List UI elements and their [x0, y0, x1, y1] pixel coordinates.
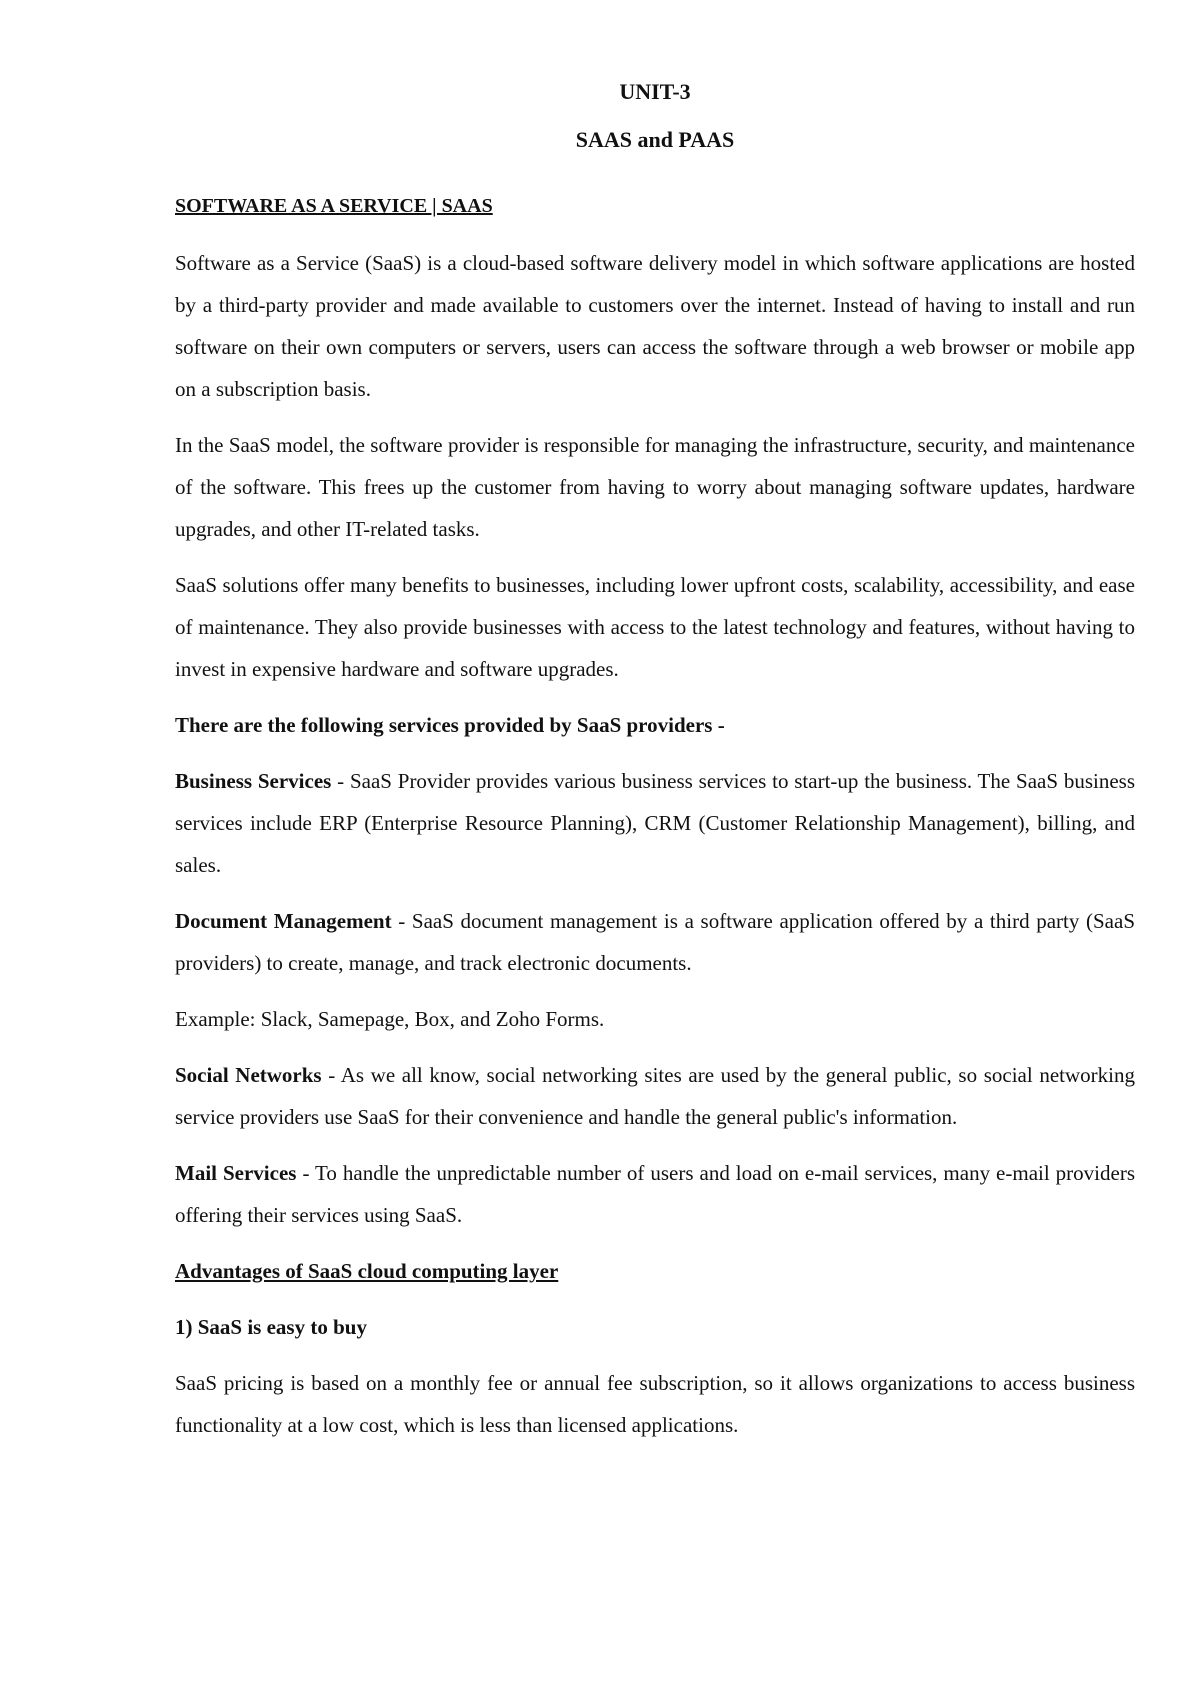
advantages-heading: Advantages of SaaS cloud computing layer	[175, 1259, 559, 1283]
document-content	[175, 72, 1135, 1446]
service-description: - To handle the unpredictable number of users and load on e-mail services, many e-mail providers offering their services using SaaS.	[175, 1161, 1135, 1227]
services-intro: There are the following services provided by SaaS providers -	[175, 713, 725, 737]
saas-intro-paragraph: Software as a Service (SaaS) is a cloud-based software delivery model in which software applications are hosted by a third-party provider and made available to customers over the internet. Instead of having to install and run software on their own computers or servers, users can access the software through a web browser or mobile app on a subscription basis.	[175, 251, 1135, 401]
unit-title: UNIT-3	[619, 79, 691, 104]
service-description: - SaaS Provider provides various business services to start-up the business. The SaaS business services include ERP (Enterprise Resource Planning), CRM (Customer Relationship Management), billing, and sales.	[175, 769, 1135, 877]
service-business	[175, 760, 1135, 886]
service-social-networks	[175, 1054, 1135, 1138]
service-mail	[175, 1152, 1135, 1236]
service-description: - SaaS document management is a software application offered by a third party (SaaS providers) to create, manage, and track electronic documents.	[175, 909, 1135, 975]
saas-benefits-paragraph: SaaS solutions offer many benefits to businesses, including lower upfront costs, scalability, accessibility, and ease of maintenance. They also provide businesses with access to the latest technology and features, without having to invest in expensive hardware and software upgrades.	[175, 573, 1135, 681]
advantage-1-text: SaaS pricing is based on a monthly fee or annual fee subscription, so it allows organizations to access business functionality at a low cost, which is less than licensed applications.	[175, 1371, 1135, 1437]
service-term: Social Networks	[175, 1063, 322, 1087]
service-document-management	[175, 900, 1135, 984]
service-description: - As we all know, social networking sites are used by the general public, so social networking service providers use SaaS for their convenience and handle the general public's information.	[175, 1063, 1135, 1129]
service-term: Mail Services	[175, 1161, 297, 1185]
advantage-1-title: 1) SaaS is easy to buy	[175, 1315, 367, 1339]
saas-model-paragraph: In the SaaS model, the software provider is responsible for managing the infrastructure, security, and maintenance of the software. This frees up the customer from having to worry about managing software updates, hardware upgrades, and other IT-related tasks.	[175, 433, 1135, 541]
service-term: Document Management	[175, 909, 392, 933]
example-line: Example: Slack, Samepage, Box, and Zoho Forms.	[175, 1007, 605, 1031]
service-term: Business Services	[175, 769, 332, 793]
saas-section-heading: SOFTWARE AS A SERVICE | SAAS	[175, 195, 493, 217]
document-subtitle: SAAS and PAAS	[575, 127, 735, 152]
